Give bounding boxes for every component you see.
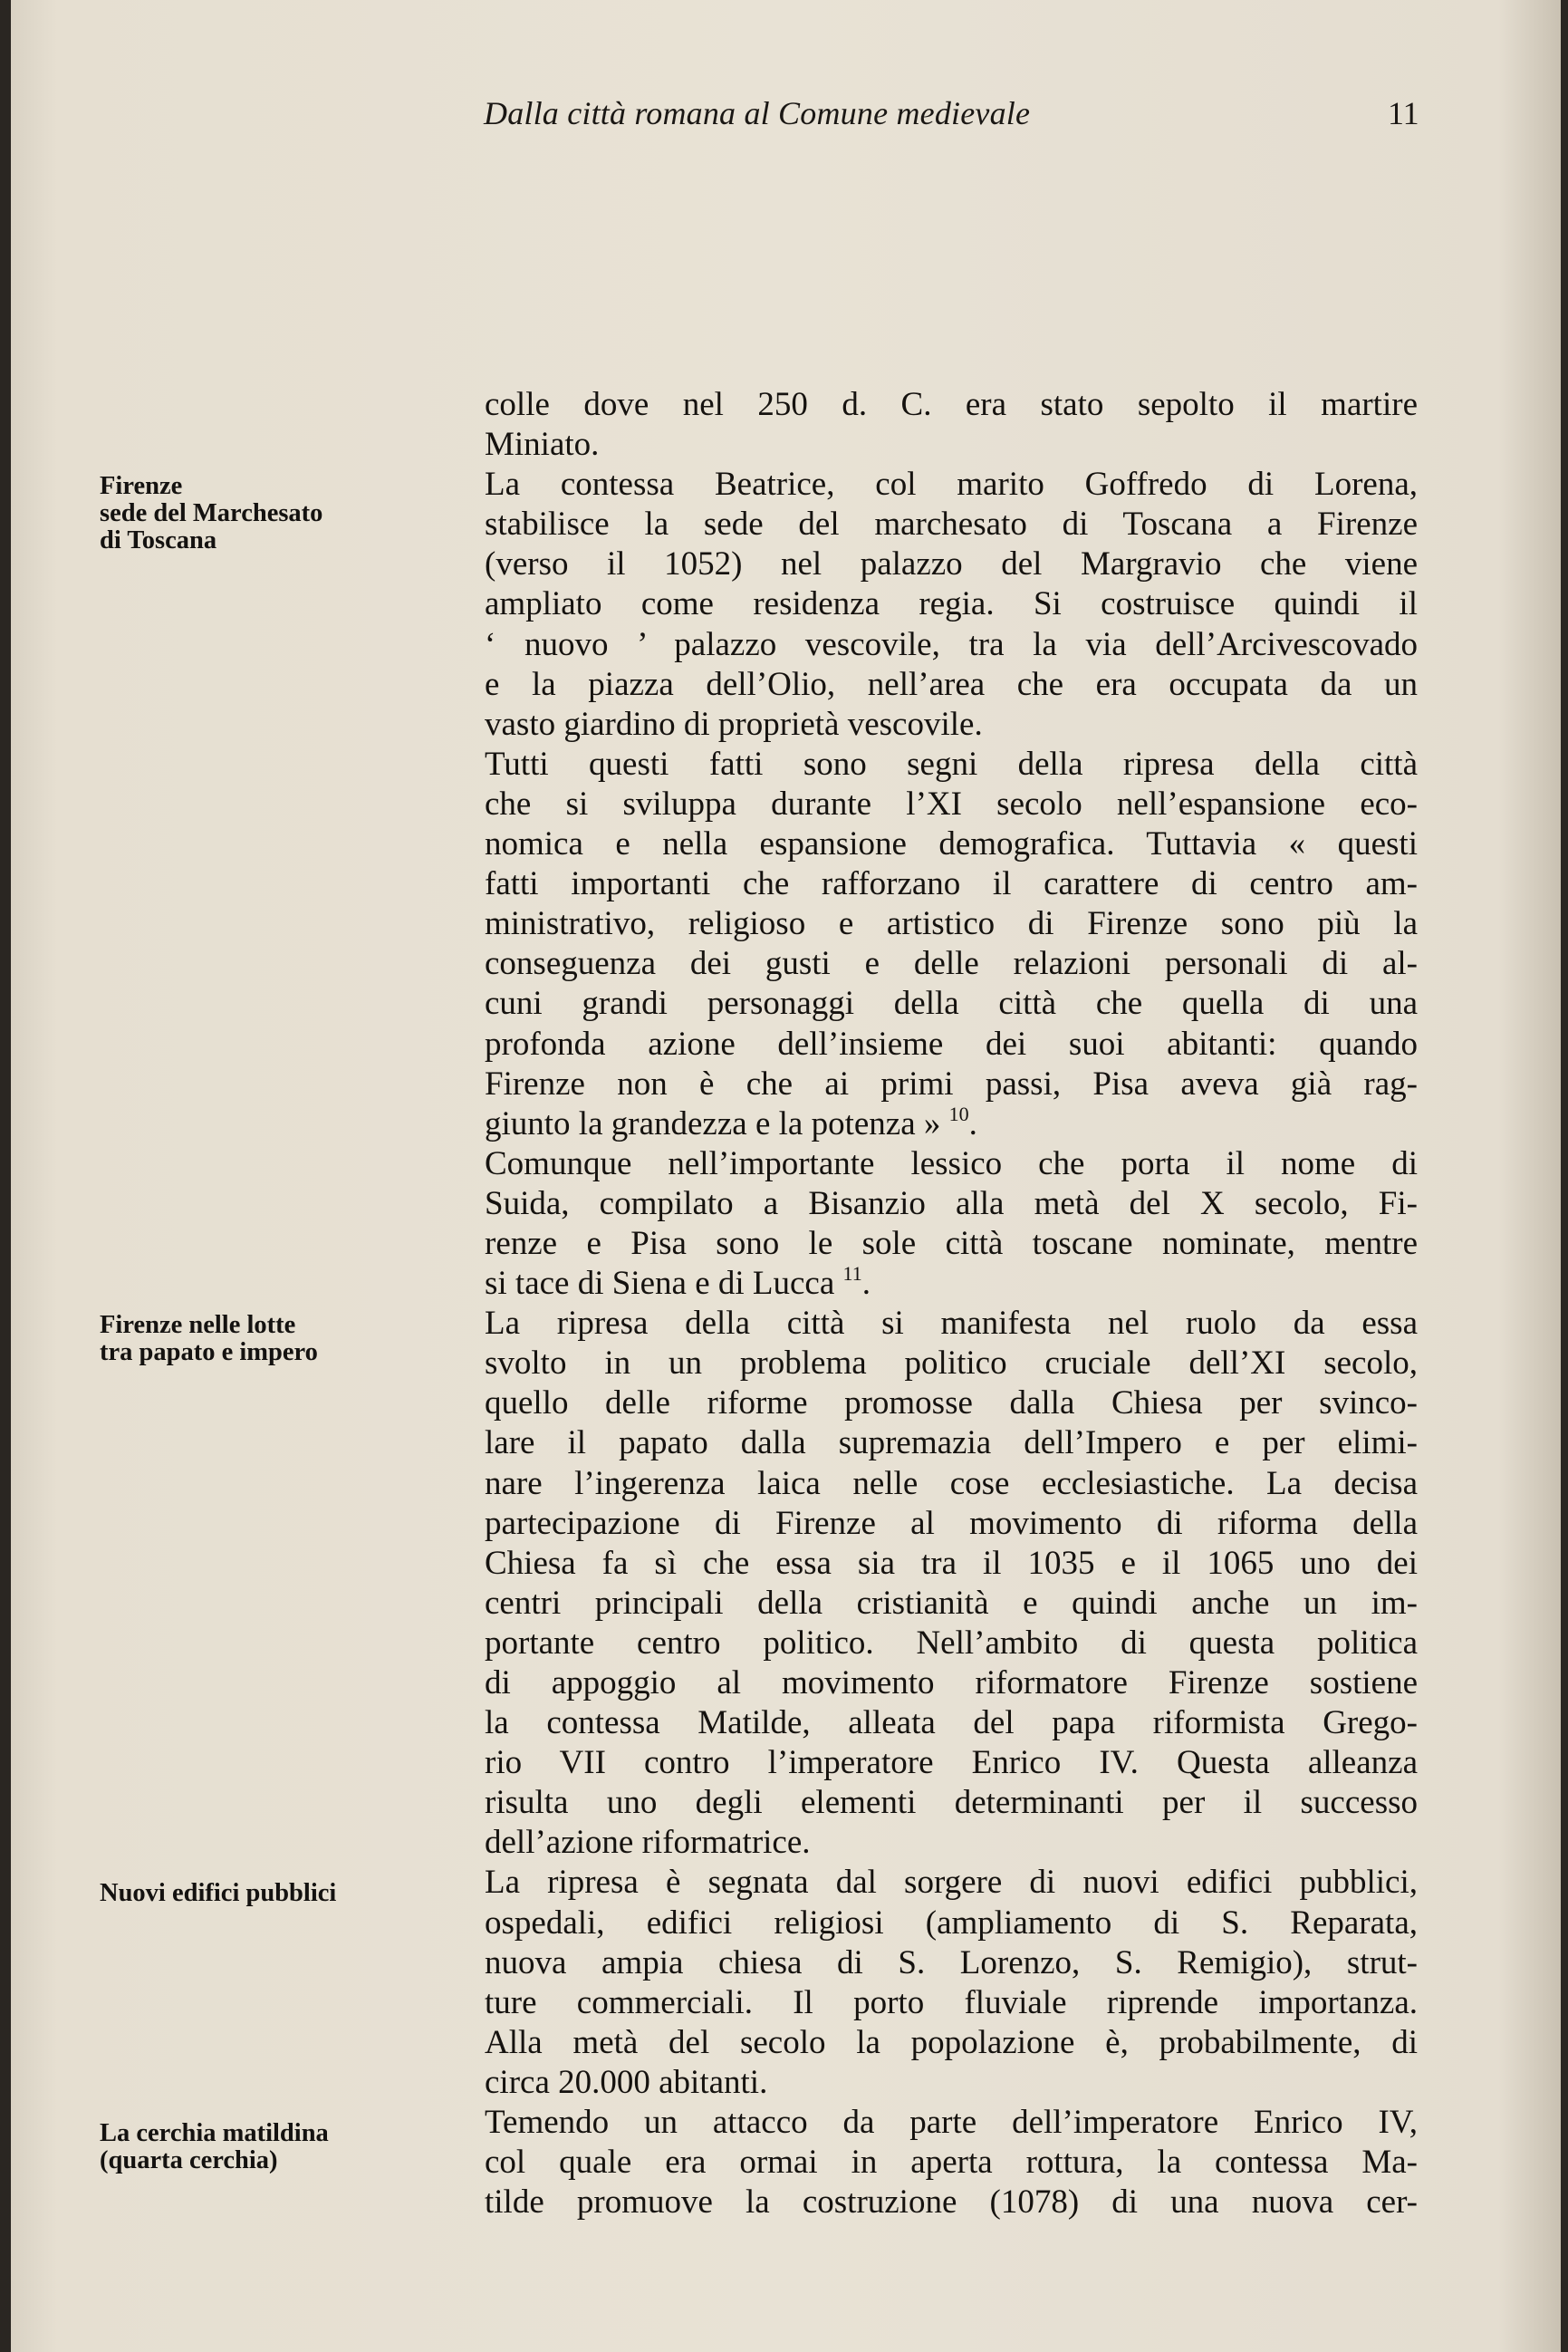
text-line: Comunque nell’importante lessico che porta il nome di (485, 1144, 1418, 1182)
page-number: 11 (1388, 95, 1419, 131)
text-line: lare il papato dalla supremazia dell’Impero e per elimi- (485, 1424, 1418, 1462)
text-line: la contessa Matilde, alleata del papa riformista Grego- (485, 1704, 1418, 1742)
footnote-ref[interactable]: 11 (842, 1262, 862, 1286)
body-text (485, 385, 1418, 2222)
text-line: rio VII contro l’imperatore Enrico IV. Questa alleanza (485, 1744, 1418, 1782)
text-line: partecipazione di Firenze al movimento di riforma della (485, 1504, 1418, 1542)
text-line: che si sviluppa durante l’XI secolo nell’espansione eco- (485, 785, 1418, 823)
sidenote-lotte: Firenze nelle lotte tra papato e impero (100, 1311, 318, 1366)
text-line: circa 20.000 abitanti. (485, 2063, 768, 2101)
text-line: Suida, compilato a Bisanzio alla metà del X secolo, Fi- (485, 1184, 1418, 1222)
text-line: vasto giardino di proprietà vescovile. (485, 705, 983, 743)
text-line: tilde promuove la costruzione (1078) di una nuova cer- (485, 2183, 1418, 2222)
text-line: colle dove nel 250 d. C. era stato sepolto il martire (485, 386, 1418, 423)
page-header (11, 94, 1561, 140)
text-line: risulta uno degli elementi determinanti per il successo (485, 1784, 1418, 1822)
text-line: ture commerciali. Il porto fluviale riprende importanza. (485, 1983, 1418, 2021)
text-line: ministrativo, religioso e artistico di Firenze sono più la (485, 905, 1418, 943)
footnote-ref[interactable]: 10 (948, 1102, 969, 1125)
text-line: svolto in un problema politico cruciale dell’XI secolo, (485, 1345, 1418, 1383)
text-line: fatti importanti che rafforzano il carattere di centro am- (485, 865, 1418, 903)
text-line: nare l’ingerenza laica nelle cose ecclesiastiche. La decisa (485, 1464, 1418, 1502)
book-page (11, 0, 1561, 2352)
text-line: nuova ampia chiesa di S. Lorenzo, S. Remigio), strut- (485, 1943, 1418, 1981)
text-line: Alla metà del secolo la popolazione è, probabilmente, di (485, 2023, 1418, 2061)
text-line: si tace di Siena e di Lucca $^{11}$. (485, 1262, 871, 1303)
running-title: Dalla città romana al Comune medievale (484, 95, 1031, 131)
text-line: dell’azione riformatrice. (485, 1824, 811, 1862)
text-line: e la piazza dell’Olio, nell’area che era occupata da un (485, 665, 1418, 703)
text-line: giunto la grandezza e la potenza » $^{10}$. (485, 1102, 977, 1142)
text-line: Temendo un attacco da parte dell’imperatore Enrico IV, (485, 2104, 1418, 2142)
text-line: conseguenza dei gusti e delle relazioni personali di al- (485, 945, 1418, 983)
text-line: La ripresa della città si manifesta nel ruolo da essa (485, 1305, 1418, 1343)
text-line: centri principali della cristianità e quindi anche un im- (485, 1584, 1418, 1622)
text-line: portante centro politico. Nell’ambito di questa politica (485, 1624, 1418, 1662)
text-line: ampliato come residenza regia. Si costruisce quindi il (485, 585, 1418, 623)
text-line: ‘ nuovo ’ palazzo vescovile, tra la via dell’Arcivescovado (485, 625, 1418, 663)
sidenote-edifici: Nuovi edifici pubblici (100, 1879, 337, 1907)
text-line: profonda azione dell’insieme dei suoi abitanti: quando (485, 1025, 1418, 1063)
text-line: Chiesa fa sì che essa sia tra il 1035 e il 1065 uno dei (485, 1544, 1418, 1582)
text-line: (verso il 1052) nel palazzo del Margravio che viene (485, 545, 1418, 583)
text-line: quello delle riforme promosse dalla Chiesa per svinco- (485, 1384, 1418, 1422)
text-line: ospedali, edifici religiosi (ampliamento di S. Reparata, (485, 1904, 1418, 1942)
text-line: nomica e nella espansione demografica. Tuttavia « questi (485, 825, 1418, 863)
text-line: renze e Pisa sono le sole città toscane nominate, mentre (485, 1224, 1418, 1262)
sidenote-cerchia: La cerchia matildina (quarta cerchia) (100, 2119, 329, 2174)
text-line: stabilisce la sede del marchesato di Toscana a Firenze (485, 506, 1418, 544)
text-line: La ripresa è segnata dal sorgere di nuovi edifici pubblici, (485, 1864, 1418, 1902)
text-line: Tutti questi fatti sono segni della ripresa della città (485, 745, 1418, 783)
text-line: Miniato. (485, 426, 600, 464)
text-line: col quale era ormai in aperta rottura, la contessa Ma- (485, 2144, 1418, 2182)
text-line: cuni grandi personaggi della città che quella di una (485, 985, 1418, 1023)
sidenote-marchesato: Firenze sede del Marchesato di Toscana (100, 472, 323, 554)
text-line: Firenze non è che ai primi passi, Pisa aveva già rag- (485, 1065, 1418, 1103)
text-line: di appoggio al movimento riformatore Firenze sostiene (485, 1664, 1418, 1701)
text-line: La contessa Beatrice, col marito Goffredo di Lorena, (485, 466, 1418, 504)
